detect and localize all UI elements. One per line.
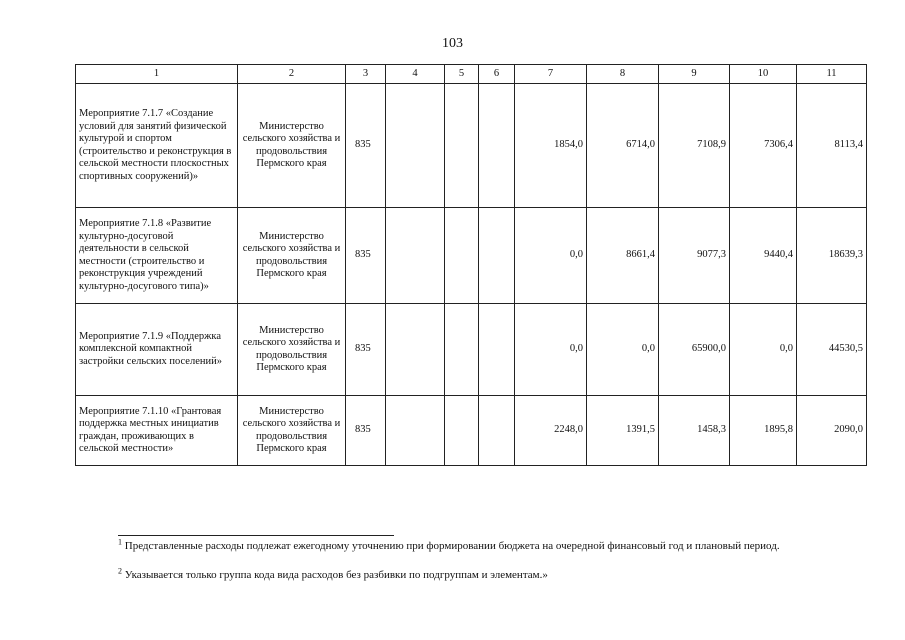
column-header: 6	[479, 65, 515, 84]
empty-cell	[386, 396, 445, 466]
value-cell: 65900,0	[659, 304, 730, 396]
column-header: 8	[587, 65, 659, 84]
code-cell: 835	[346, 208, 386, 304]
ministry-cell: Министерство сельского хозяйства и продовольствия Пермского края	[238, 304, 346, 396]
value-cell: 9440,4	[730, 208, 797, 304]
footnote-text: Представленные расходы подлежат ежегодному уточнению при формировании бюджета на очередной финансовый год и плановый период.	[124, 540, 780, 552]
value-cell: 1458,3	[659, 396, 730, 466]
column-header: 11	[797, 65, 867, 84]
value-cell: 1854,0	[515, 84, 587, 208]
value-cell: 0,0	[515, 304, 587, 396]
value-cell: 0,0	[587, 304, 659, 396]
value-cell: 1391,5	[587, 396, 659, 466]
page-number: 103	[442, 36, 463, 51]
value-cell: 2090,0	[797, 396, 867, 466]
column-header: 3	[346, 65, 386, 84]
column-header: 1	[76, 65, 238, 84]
value-cell: 18639,3	[797, 208, 867, 304]
table-row	[76, 84, 867, 208]
empty-cell	[445, 208, 479, 304]
table-row	[76, 396, 867, 466]
footnote-mark: 1	[118, 537, 122, 547]
empty-cell	[445, 304, 479, 396]
value-cell: 8661,4	[587, 208, 659, 304]
table-header-row	[76, 65, 867, 84]
code-cell: 835	[346, 84, 386, 208]
value-cell: 7108,9	[659, 84, 730, 208]
empty-cell	[479, 208, 515, 304]
ministry-cell: Министерство сельского хозяйства и продовольствия Пермского края	[238, 84, 346, 208]
footnote-text: Указывается только группа кода вида расходов без разбивки по подгруппам и элементам.»	[124, 569, 548, 581]
footnote-mark: 2	[118, 566, 122, 576]
value-cell: 9077,3	[659, 208, 730, 304]
empty-cell	[479, 304, 515, 396]
column-header: 9	[659, 65, 730, 84]
code-cell: 835	[346, 304, 386, 396]
budget-table	[75, 64, 867, 466]
column-header: 7	[515, 65, 587, 84]
measure-name-cell: Мероприятие 7.1.9 «Поддержка комплексной компактной застройки сельских поселений»	[76, 304, 238, 396]
column-header: 2	[238, 65, 346, 84]
measure-name-cell: Мероприятие 7.1.7 «Создание условий для занятий физической культурой и спортом (строительство и реконструкция в сельской местности плоскостных спортивных сооружений)»	[76, 84, 238, 208]
value-cell: 44530,5	[797, 304, 867, 396]
ministry-cell: Министерство сельского хозяйства и продовольствия Пермского края	[238, 396, 346, 466]
empty-cell	[479, 84, 515, 208]
value-cell: 0,0	[515, 208, 587, 304]
footnote-divider	[118, 535, 394, 536]
ministry-cell: Министерство сельского хозяйства и продовольствия Пермского края	[238, 208, 346, 304]
value-cell: 2248,0	[515, 396, 587, 466]
value-cell: 0,0	[730, 304, 797, 396]
footnote-1	[118, 537, 863, 553]
measure-name-cell: Мероприятие 7.1.10 «Грантовая поддержка местных инициатив граждан, проживающих в сельской местности»	[76, 396, 238, 466]
code-cell: 835	[346, 396, 386, 466]
value-cell: 7306,4	[730, 84, 797, 208]
empty-cell	[386, 304, 445, 396]
empty-cell	[445, 396, 479, 466]
table-row	[76, 208, 867, 304]
empty-cell	[386, 84, 445, 208]
value-cell: 1895,8	[730, 396, 797, 466]
empty-cell	[386, 208, 445, 304]
measure-name-cell: Мероприятие 7.1.8 «Развитие культурно-досуговой деятельности в сельской местности (строительство и реконструкция учреждений культурно-досугового типа)»	[76, 208, 238, 304]
column-header: 5	[445, 65, 479, 84]
column-header: 10	[730, 65, 797, 84]
table-row	[76, 304, 867, 396]
value-cell: 8113,4	[797, 84, 867, 208]
footnote-2	[118, 566, 863, 582]
value-cell: 6714,0	[587, 84, 659, 208]
column-header: 4	[386, 65, 445, 84]
empty-cell	[445, 84, 479, 208]
empty-cell	[479, 396, 515, 466]
